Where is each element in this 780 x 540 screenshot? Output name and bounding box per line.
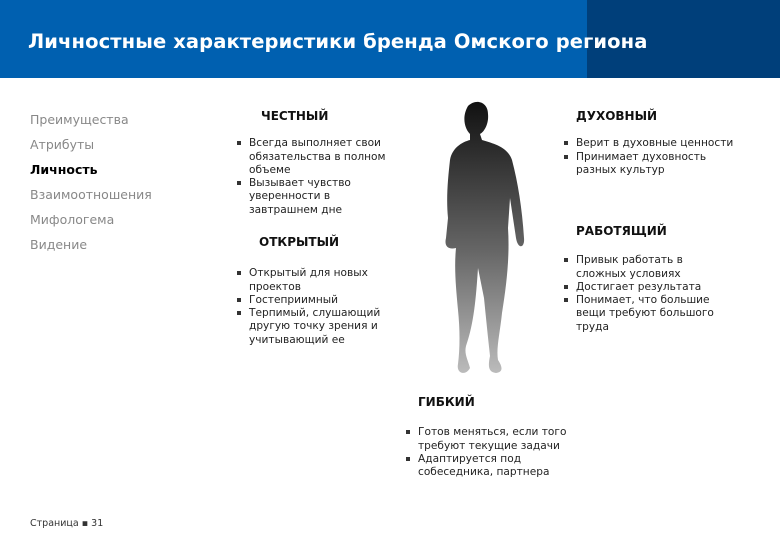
nav-item-personality[interactable]: Личность [30,162,98,177]
trait-bullet: Достигает результата [564,281,774,294]
trait-bullet: Вызывает чувство уверенности в завтрашнем дне [237,177,412,217]
trait-title: ДУХОВНЫЙ [576,109,658,123]
trait-honest [237,110,412,217]
trait-bullet: Понимает, что большие вещи требуют большого труда [564,294,774,334]
trait-bullet: Адаптируется под собеседника, партнера [406,453,606,480]
trait-bullet: Привык работать в сложных условиях [564,254,774,281]
trait-bullet: Всегда выполняет свои обязательства в полном объеме [237,137,412,177]
trait-bullet: Гостеприимный [237,294,417,307]
nav-item-advantages[interactable]: Преимущества [30,112,129,127]
trait-bullet: Терпимый, слушающий другую точку зрения и учитывающий ее [237,307,417,347]
trait-bullet: Принимает духовность разных культур [564,151,774,178]
page-title: Личностные характеристики бренда Омского региона [28,30,648,53]
trait-title: ОТКРЫТЫЙ [259,235,340,249]
nav-item-mythologem[interactable]: Мифологема [30,212,115,227]
header-bar [0,0,780,78]
trait-bullet: Открытый для новых проектов [237,267,417,294]
trait-hardworking [564,225,774,334]
man-silhouette-icon [418,98,538,383]
trait-title: ГИБКИЙ [418,395,475,409]
section-nav [30,112,152,262]
trait-bullet: Готов меняться, если того требуют текущие задачи [406,426,606,453]
nav-item-attributes[interactable]: Атрибуты [30,137,95,152]
trait-title: ЧЕСТНЫЙ [261,109,329,123]
trait-open [237,236,417,347]
trait-title: РАБОТЯЩИЙ [576,224,667,238]
nav-item-vision[interactable]: Видение [30,237,88,252]
page-number: Страница ▪ 31 [30,518,104,529]
trait-flexible [406,396,606,479]
nav-item-relationships[interactable]: Взаимоотношения [30,187,152,202]
trait-spiritual [564,110,774,177]
trait-bullet: Верит в духовные ценности [564,137,774,150]
